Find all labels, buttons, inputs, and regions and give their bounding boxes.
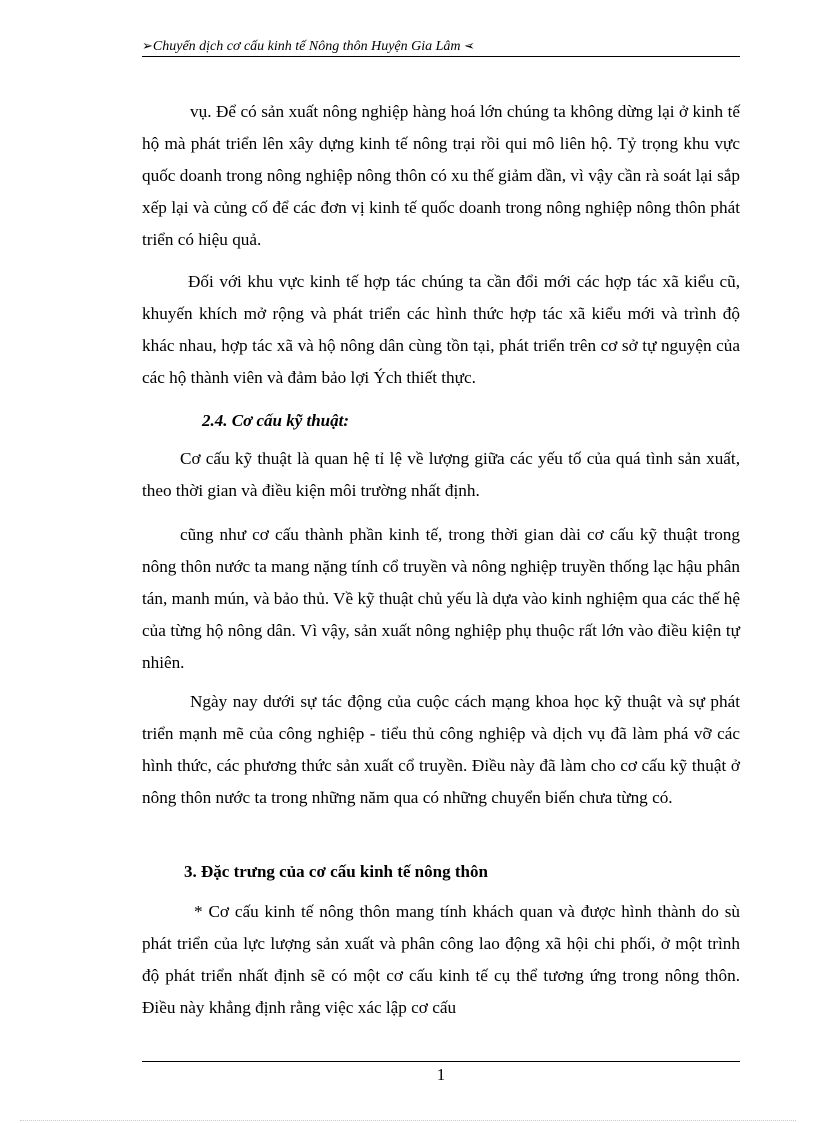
- paragraph: Ngày nay dưới sự tác động của cuộc cách mạng khoa học kỹ thuật và sự phát triển mạnh mẽ của công nghiệp - tiểu thủ công nghiệp và dịch vụ đã làm phá vỡ các hình thức, các phương thức sản xuất cổ truyền. Điều này đã làm cho cơ cấu kỹ thuật ở nông thôn nước ta trong những năm qua có những chuyển biến chưa từng có.: [142, 692, 740, 807]
- paragraph: Đối với khu vực kinh tế hợp tác chúng ta cần đổi mới các hợp tác xã kiểu cũ, khuyến khích mở rộng và phát triển các hình thức hợp tác xã kiểu mới và trình độ khác nhau, hợp tác xã và hộ nông dân cùng tồn tại, phát triển trên cơ sở tự nguyện của các hộ thành viên và đảm bảo lợi Ých thiết thực.: [142, 272, 740, 387]
- paragraph: * Cơ cấu kinh tế nông thôn mang tính khách quan và được hình thành do sù phát triển của lực lượng sản xuất và phân công lao động xã hội chi phối, ở một trình độ phát triển nhất định sẽ có một cơ cấu kinh tế cụ thể tương ứng trong nông thôn. Điều này khẳng định rằng việc xác lập cơ cấu: [142, 902, 740, 1017]
- page-number: 1: [436, 1065, 446, 1084]
- paragraph-block: [142, 96, 740, 256]
- paragraph: vụ. Để có sản xuất nông nghiệp hàng hoá lớn chúng ta không dừng lại ở kinh tế hộ mà phát triển lên xây dựng kinh tế nông trại rồi qui mô liên hộ. Tỷ trọng khu vực quốc doanh trong nông nghiệp nông thôn có xu thế giảm dần, vì vậy cần rà soát lại sắp xếp lại và củng cố để các đơn vị kinh tế quốc doanh trong nông nghiệp nông thôn phát triển có hiệu quả.: [142, 102, 740, 249]
- paragraph-block: [142, 519, 740, 679]
- paragraph-block: [142, 686, 740, 814]
- paragraph: Cơ cấu kỹ thuật là quan hệ tỉ lệ về lượng giữa các yếu tố của quá tình sản xuất, theo thời gian và điều kiện môi trường nhất định.: [142, 449, 740, 500]
- section-heading: 2.4. Cơ cấu kỹ thuật:: [202, 411, 350, 430]
- footer-divider: [142, 1061, 740, 1062]
- arrow-right-icon: ➢: [142, 38, 153, 53]
- section-heading: 3. Đặc trưng của cơ cấu kinh tế nông thôn: [184, 862, 488, 881]
- page-edge-divider: [20, 1120, 796, 1121]
- paragraph-block: [142, 896, 740, 1024]
- running-header: [142, 36, 740, 57]
- paragraph: cũng như cơ cấu thành phần kinh tế, trong thời gian dài cơ cấu kỹ thuật trong nông thôn nước ta mang nặng tính cổ truyền và nông nghiệp truyền thống lạc hậu phân tán, manh mún, và bảo thủ. Về kỹ thuật chủ yếu là dựa vào kinh nghiệm qua các thế hệ của từng hộ nông dân. Vì vậy, sản xuất nông nghiệp phụ thuộc rất lớn vào điều kiện tự nhiên.: [142, 525, 740, 672]
- paragraph-block: [142, 443, 740, 507]
- paragraph-block: [142, 266, 740, 394]
- header-title: Chuyển dịch cơ cấu kinh tế Nông thôn Huyện Gia Lâm: [152, 39, 461, 54]
- arrow-left-icon: ➢: [464, 38, 475, 53]
